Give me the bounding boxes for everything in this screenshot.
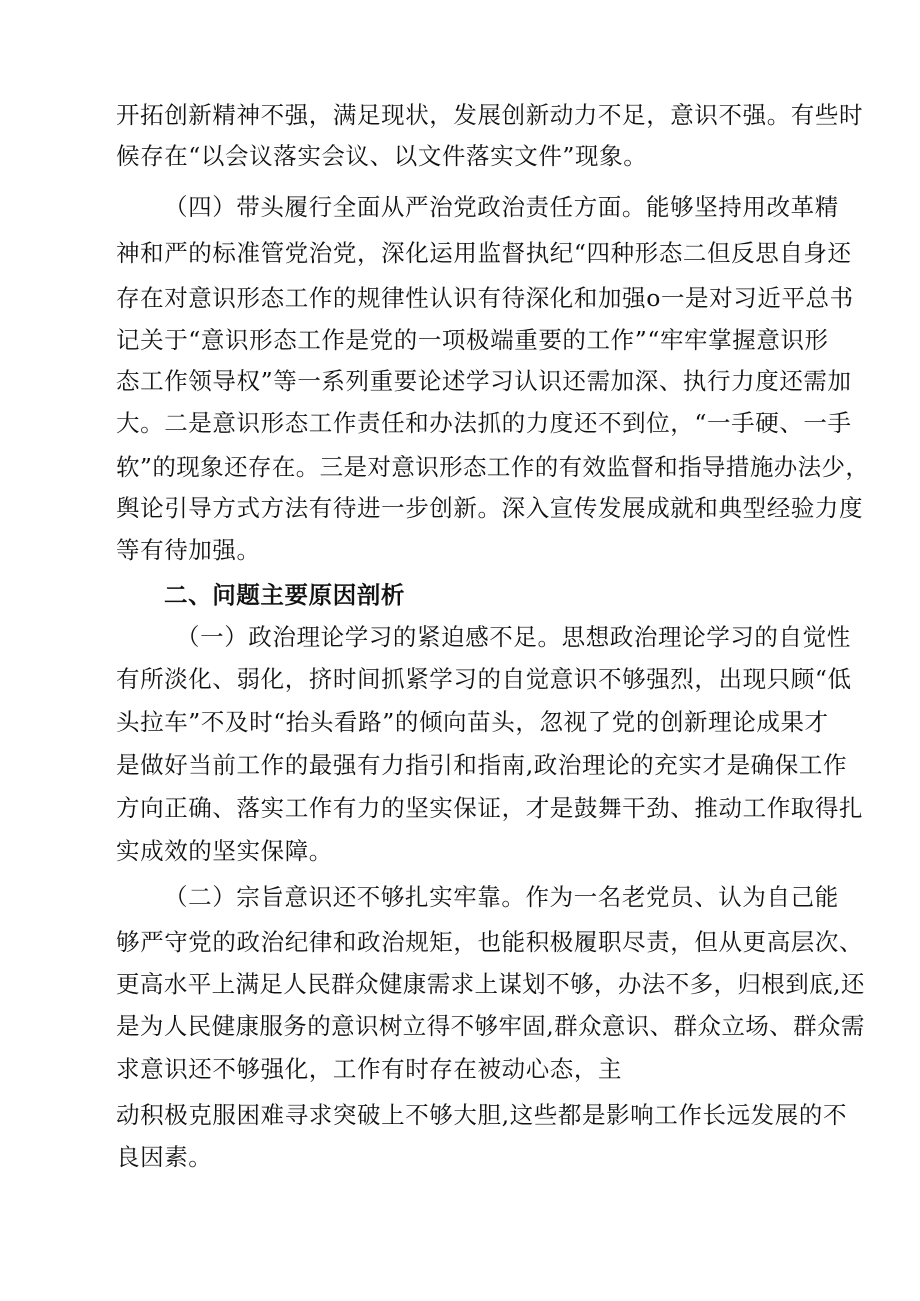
text-line: 大。二是意识形态工作责任和办法抓的力度还不到位，“一手硬、一手 (116, 409, 852, 437)
text-line: 良因素。 (116, 1143, 213, 1171)
section-heading: 二、问题主要原因剖析 (164, 581, 405, 609)
text-line: 候存在“以会议落实会议、以文件落实文件”现象。 (116, 142, 648, 170)
text-line: 存在对意识形态工作的规律性认识有待深化和加强o一是对习近平总书 (116, 284, 854, 312)
text-line: 记关于“意识形态工作是党的一项极端重要的工作”“牢牢掌握意识形 (116, 326, 829, 354)
text-line: 有所淡化、弱化，挤时间抓紧学习的自觉意识不够强烈，出现只顾“低 (116, 665, 852, 693)
text-line: 舆论引导方式方法有待进一步创新。深入宣传发展成就和典型经验力度 (116, 494, 864, 522)
text-line: 开拓创新精神不强，满足现状，发展创新动力不足，意识不强。有些时 (116, 101, 864, 129)
text-line: 求意识还不够强化，工作有时存在被动心态，主 (116, 1055, 623, 1083)
text-line: 更高水平上满足人民群众健康需求上谋划不够，办法不多，归根到底,还 (116, 970, 865, 998)
text-line: （一）政治理论学习的紧迫感不足。思想政治理论学习的自觉性 (176, 623, 851, 651)
text-line: 态工作领导权”等一系列重要论述学习认识还需加深、执行力度还需加 (116, 367, 852, 395)
text-line: 是为人民健康服务的意识树立得不够牢固,群众意识、群众立场、群众需 (116, 1012, 865, 1040)
text-line: 头拉车”不及时“抬头看路”的倾向苗头，忽视了党的创新理论成果才 (116, 708, 829, 736)
text-line: 软”的现象还存在。三是对意识形态工作的有效监督和指导措施办法少， (116, 453, 870, 481)
text-line: 动积极克服困难寻求突破上不够大胆,这些都是影响工作长远发展的不 (116, 1101, 848, 1129)
text-line: 是做好当前工作的最强有力指引和指南,政治理论的充实才是确保工作 (116, 751, 848, 779)
text-line: （四）带头履行全面从严治党政治责任方面。能够坚持用改革精 (164, 193, 839, 221)
text-line: 够严守党的政治纪律和政治规矩，也能积极履职尽责，但从更高层次、 (116, 928, 864, 956)
text-line: （二）宗旨意识还不够扎实牢靠。作为一名老党员、认为自己能 (164, 883, 839, 911)
text-line: 方向正确、落实工作有力的坚实保证，才是鼓舞干劲、推动工作取得扎 (116, 794, 864, 822)
text-line: 等有待加强。 (116, 536, 261, 564)
text-line: 实成效的坚实保障。 (116, 837, 333, 865)
text-line: 神和严的标准管党治党，深化运用监督执纪“四种形态二但反思自身还 (116, 239, 852, 267)
